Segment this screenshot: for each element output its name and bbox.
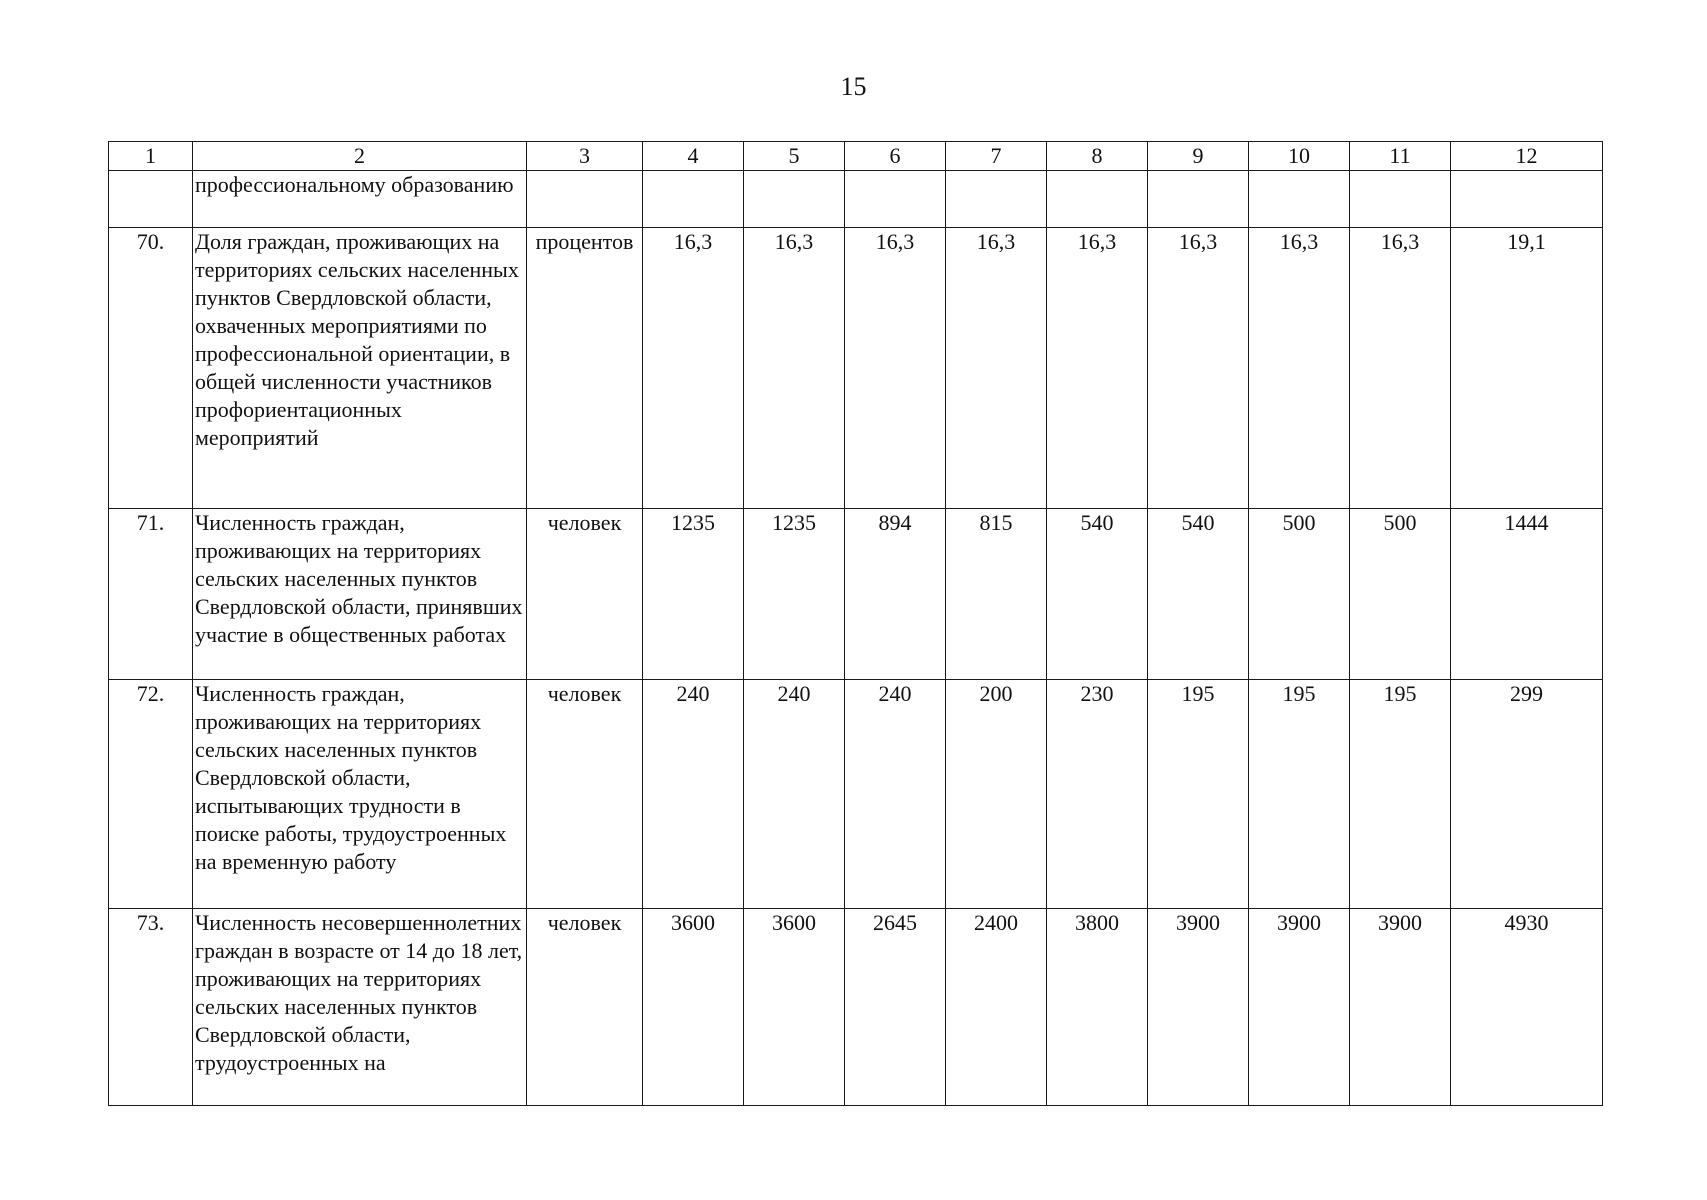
row-number: 70. (109, 228, 193, 509)
table-row (109, 228, 1603, 509)
row-description: профессиональному образованию (193, 171, 527, 228)
value-cell: 16,3 (643, 228, 744, 509)
value-cell (744, 171, 845, 228)
row-number: 71. (109, 509, 193, 680)
column-header: 5 (744, 142, 845, 171)
value-cell (845, 171, 946, 228)
column-header: 7 (946, 142, 1047, 171)
indicators-table (108, 141, 1603, 1106)
row-description: Численность граждан, проживающих на территориях сельских населенных пунктов Свердловской области, испытывающих трудности в поиске работы, трудоустроенных на временную работу (193, 680, 527, 909)
row-unit: человек (527, 909, 643, 1106)
table-row (109, 909, 1603, 1106)
value-cell: 3800 (1047, 909, 1148, 1106)
value-cell: 230 (1047, 680, 1148, 909)
value-cell: 195 (1350, 680, 1451, 909)
page-number: 15 (840, 72, 867, 101)
column-header: 6 (845, 142, 946, 171)
column-header: 11 (1350, 142, 1451, 171)
value-cell: 200 (946, 680, 1047, 909)
value-cell: 195 (1249, 680, 1350, 909)
row-unit (527, 171, 643, 228)
value-cell: 3900 (1148, 909, 1249, 1106)
value-cell (1451, 171, 1603, 228)
value-cell (643, 171, 744, 228)
row-number: 72. (109, 680, 193, 909)
column-header: 10 (1249, 142, 1350, 171)
value-cell: 540 (1148, 509, 1249, 680)
value-cell (946, 171, 1047, 228)
table-row (109, 171, 1603, 228)
value-cell: 1235 (643, 509, 744, 680)
value-cell: 1235 (744, 509, 845, 680)
value-cell: 2400 (946, 909, 1047, 1106)
column-header: 3 (527, 142, 643, 171)
table-row (109, 509, 1603, 680)
row-number (109, 171, 193, 228)
row-unit: человек (527, 509, 643, 680)
value-cell: 195 (1148, 680, 1249, 909)
value-cell: 540 (1047, 509, 1148, 680)
value-cell (1249, 171, 1350, 228)
value-cell: 16,3 (1350, 228, 1451, 509)
column-header: 12 (1451, 142, 1603, 171)
value-cell (1350, 171, 1451, 228)
row-description: Доля граждан, проживающих на территориях сельских населенных пунктов Свердловской области, охваченных мероприятиями по профессиональной ориентации, в общей численности участников профориентационных мероприятий (193, 228, 527, 509)
value-cell: 16,3 (1148, 228, 1249, 509)
value-cell (1148, 171, 1249, 228)
value-cell (1047, 171, 1148, 228)
value-cell: 1444 (1451, 509, 1603, 680)
column-header: 8 (1047, 142, 1148, 171)
value-cell: 240 (643, 680, 744, 909)
value-cell: 16,3 (1249, 228, 1350, 509)
value-cell: 894 (845, 509, 946, 680)
column-header: 2 (193, 142, 527, 171)
column-number-header-row (109, 142, 1603, 171)
value-cell: 240 (845, 680, 946, 909)
value-cell: 2645 (845, 909, 946, 1106)
value-cell: 299 (1451, 680, 1603, 909)
value-cell: 16,3 (744, 228, 845, 509)
row-number: 73. (109, 909, 193, 1106)
value-cell: 16,3 (1047, 228, 1148, 509)
value-cell: 16,3 (946, 228, 1047, 509)
row-unit: человек (527, 680, 643, 909)
value-cell: 3900 (1249, 909, 1350, 1106)
value-cell: 4930 (1451, 909, 1603, 1106)
value-cell: 16,3 (845, 228, 946, 509)
value-cell: 3900 (1350, 909, 1451, 1106)
value-cell: 19,1 (1451, 228, 1603, 509)
value-cell: 815 (946, 509, 1047, 680)
row-unit: процентов (527, 228, 643, 509)
row-description: Численность граждан, проживающих на территориях сельских населенных пунктов Свердловской области, принявших участие в общественных работах (193, 509, 527, 680)
column-header: 9 (1148, 142, 1249, 171)
row-description: Численность несовершеннолетних граждан в возрасте от 14 до 18 лет, проживающих на территориях сельских населенных пунктов Свердловской области, трудоустроенных на (193, 909, 527, 1106)
table-row (109, 680, 1603, 909)
column-header: 1 (109, 142, 193, 171)
column-header: 4 (643, 142, 744, 171)
value-cell: 240 (744, 680, 845, 909)
value-cell: 500 (1249, 509, 1350, 680)
value-cell: 3600 (643, 909, 744, 1106)
value-cell: 3600 (744, 909, 845, 1106)
value-cell: 500 (1350, 509, 1451, 680)
